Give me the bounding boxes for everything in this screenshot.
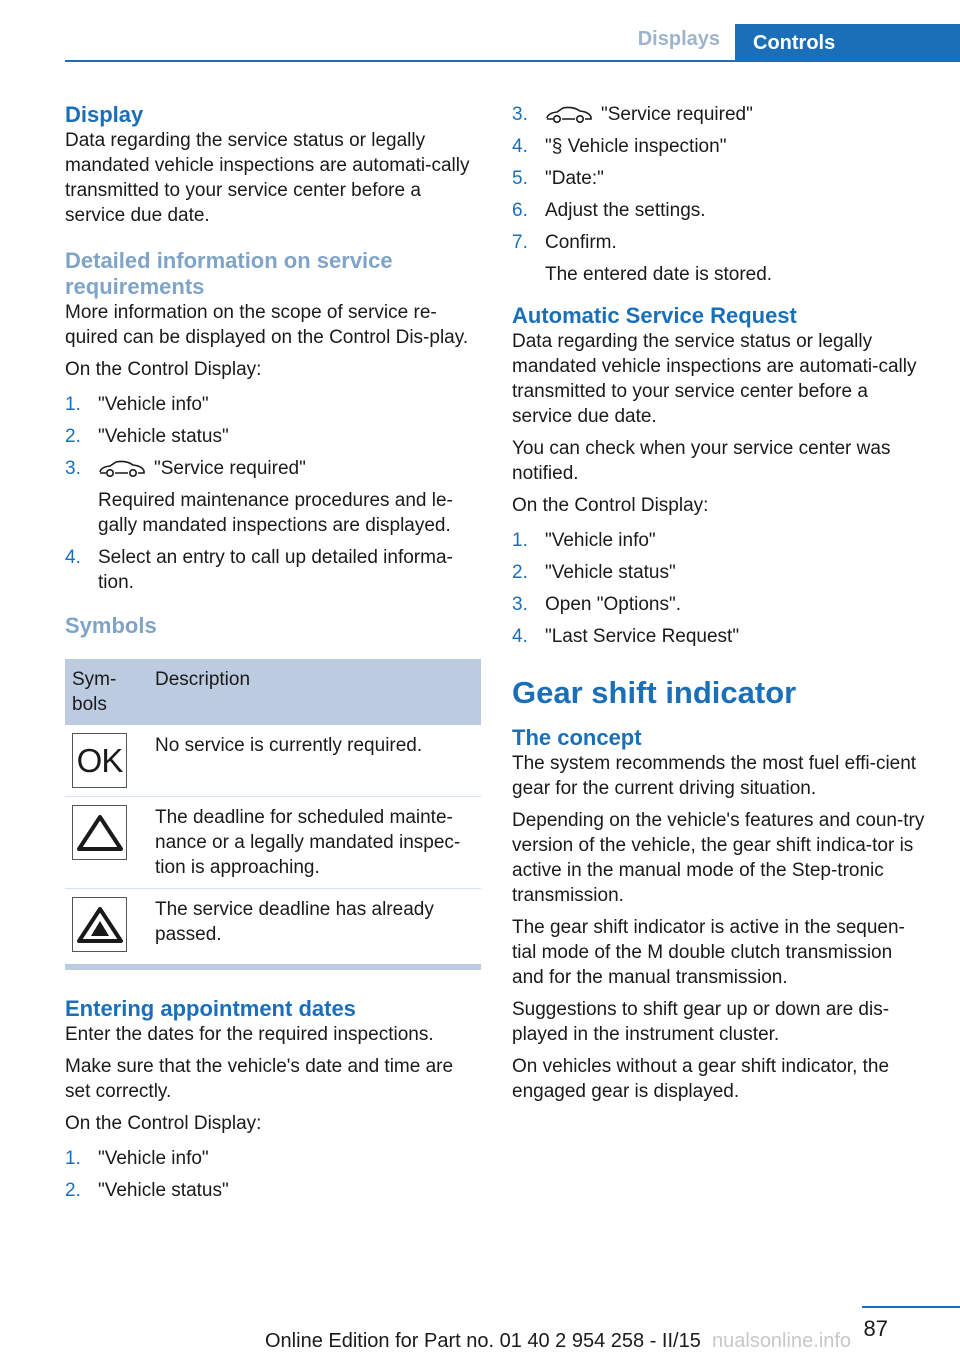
appointment-steps-continued — [512, 102, 928, 287]
table-row — [65, 797, 481, 889]
display-heading: Display — [65, 102, 144, 127]
auto-service-text-1: Data regarding the service status or legally mandated vehicle inspections are automati‐cally transmitted to your service center before a service due date. — [512, 331, 917, 427]
list-item: 4. "Last Service Request" — [512, 626, 740, 647]
header-section-displays: Displays — [637, 28, 720, 50]
list-item: 4. "§ Vehicle inspection" — [512, 136, 727, 157]
symbol-description: No service is currently required. — [148, 725, 481, 797]
list-item: 2. "Vehicle status" — [65, 1180, 229, 1201]
car-icon — [545, 106, 593, 124]
auto-service-text-2: You can check when your service center was notified. — [512, 438, 891, 484]
symbol-description: The service deadline has already passed. — [155, 899, 434, 945]
right-column — [512, 102, 928, 1104]
car-icon — [98, 460, 146, 478]
warning-triangle-icon — [72, 805, 127, 860]
page-header — [65, 0, 960, 62]
gear-text-5: On vehicles without a gear shift indicator, the engaged gear is displayed. — [512, 1056, 890, 1102]
gear-shift-heading: Gear shift indicator — [512, 675, 797, 710]
symbols-table — [65, 659, 481, 960]
gear-text-4: Suggestions to shift gear up or down are dis‐played in the instrument cluster. — [512, 999, 890, 1045]
display-text: Data regarding the service status or legally mandated vehicle inspections are automati‐cally transmitted to your service center before a service due date. — [65, 130, 470, 226]
table-row — [65, 725, 481, 797]
symbols-heading: Symbols — [65, 613, 157, 638]
footer-rule — [862, 1306, 960, 1308]
auto-service-steps-list — [512, 528, 928, 649]
appointment-steps-list — [65, 1146, 481, 1203]
table-row — [65, 889, 481, 961]
appointment-intro: On the Control Display: — [65, 1113, 262, 1134]
appointment-heading: Entering appointment dates — [65, 996, 356, 1021]
column-header-description: Description — [148, 659, 481, 725]
list-item: 4. Select an entry to call up detailed informa‐tion. — [65, 547, 453, 593]
column-header-symbols: Sym‐bols — [65, 659, 148, 725]
symbol-description: The deadline for scheduled mainte‐nance or a legally mandated inspec‐tion is approaching. — [148, 797, 481, 889]
detailed-info-heading: Detailed information on service requirements — [65, 248, 393, 299]
gear-text-3: The gear shift indicator is active in the sequen‐tial mode of the M double clutch transmission and for the manual transmission. — [512, 917, 905, 988]
appointment-text-2: Make sure that the vehicle's date and time are set correctly. — [65, 1056, 454, 1102]
watermark: nualsonline.info — [712, 1330, 851, 1352]
list-item: 5. "Date:" — [512, 168, 604, 189]
warning-triangle-filled-icon — [72, 897, 127, 952]
list-item: 2. "Vehicle status" — [512, 562, 676, 583]
concept-heading: The concept — [512, 725, 642, 750]
list-item: 1. "Vehicle info" — [65, 394, 209, 415]
auto-service-intro: On the Control Display: — [512, 495, 709, 516]
detailed-steps-list — [65, 392, 481, 595]
list-item: 1. "Vehicle info" — [65, 1148, 209, 1169]
list-item: 6. Adjust the settings. — [512, 200, 706, 221]
detailed-info-text: More information on the scope of service re‐quired can be displayed on the Control Dis‐play. — [65, 302, 469, 348]
gear-text-1: The system recommends the most fuel effi‐cient gear for the current driving situation. — [512, 753, 917, 799]
list-item: 2. "Vehicle status" — [65, 426, 229, 447]
left-column — [65, 102, 481, 1210]
table-header-row — [65, 659, 481, 725]
list-item: 7. Confirm. The entered date is stored. — [512, 232, 773, 285]
edition-text: Online Edition for Part no. 01 40 2 954 258 - II/15 — [265, 1330, 701, 1352]
header-chapter-controls: Controls — [735, 24, 960, 62]
list-item: 1. "Vehicle info" — [512, 530, 656, 551]
list-item: 3. "Service required" — [512, 104, 753, 125]
page-number: 87 — [863, 1316, 888, 1341]
appointment-text-1: Enter the dates for the required inspections. — [65, 1024, 434, 1045]
table-bottom-rule — [65, 964, 481, 970]
gear-text-2: Depending on the vehicle's features and coun‐try version of the vehicle, the gear shift indica‐tor is active in the manual mode of the Step‐tronic transmission. — [512, 810, 925, 906]
list-item: 3. "Service required" Required maintenance procedures and le‐gally mandated inspections are displayed. — [65, 458, 453, 536]
detailed-info-intro: On the Control Display: — [65, 359, 262, 380]
auto-service-heading: Automatic Service Request — [512, 303, 797, 328]
ok-icon: OK — [72, 733, 127, 788]
list-item: 3. Open "Options". — [512, 594, 682, 615]
